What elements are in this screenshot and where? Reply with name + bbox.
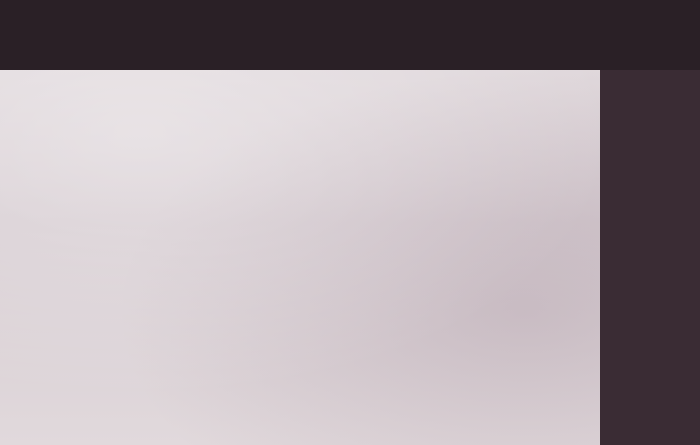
col-personajes [385, 108, 493, 111]
col-actores [493, 108, 601, 111]
intro-column [40, 86, 325, 106]
cast-table [385, 108, 600, 111]
cast-column [385, 92, 600, 127]
top-photo-strip [0, 0, 700, 70]
side-photo-strip [600, 70, 700, 445]
cast-header-row [385, 108, 600, 111]
pizca-block [40, 92, 325, 106]
